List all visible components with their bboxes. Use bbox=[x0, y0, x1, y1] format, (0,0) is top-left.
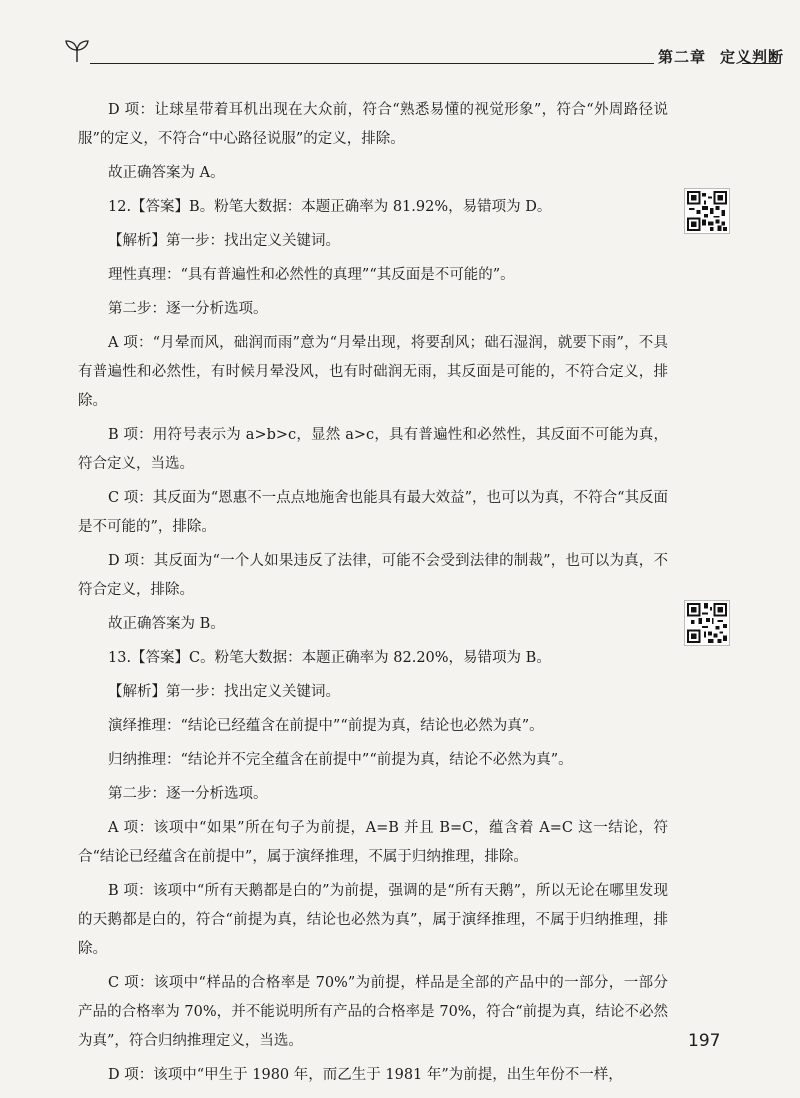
paragraph: D 项：让球星带着耳机出现在大众前，符合“熟悉易懂的视觉形象”，符合“外周路径说服”的定义，不符合“中心路径说服”的定义，排除。 bbox=[78, 102, 668, 147]
answer-heading: 13.【答案】C。粉笔大数据：本题正确率为 82.20%，易错项为 B。 bbox=[108, 650, 551, 666]
answer-heading: 12.【答案】B。粉笔大数据：本题正确率为 81.92%，易错项为 D。 bbox=[108, 199, 552, 215]
section-title: 定义判断 bbox=[720, 48, 785, 66]
sprout-leaf-icon bbox=[64, 38, 90, 64]
paragraph: C 项：其反面为“恩惠不一点点地施舍也能具有最大效益”，也可以为真，不符合“其反面是不可能的”，排除。 bbox=[78, 490, 668, 535]
paragraph: A 项：该项中“如果”所在句子为前提，A=B 并且 B=C，蕴含着 A=C 这一结论，符合“结论已经蕴含在前提中”，属于演绎推理，不属于归纳推理，排除。 bbox=[78, 820, 668, 865]
paragraph: 第二步：逐一分析选项。 bbox=[108, 786, 268, 802]
paragraph: B 项：该项中“所有天鹅都是白的”为前提，强调的是“所有天鹅”，所以无论在哪里发现的天鹅都是白的，符合“前提为真，结论也必然为真”，属于演绎推理，不属于归纳推理，排除。 bbox=[78, 883, 668, 957]
page-body bbox=[78, 96, 668, 1095]
paragraph: 第二步：逐一分析选项。 bbox=[108, 301, 268, 317]
header-rule-left bbox=[90, 63, 654, 64]
paragraph: B 项：用符号表示为 a>b>c，显然 a>c，具有普遍性和必然性，其反面不可能为真，符合定义，当选。 bbox=[78, 427, 668, 472]
paragraph: D 项：其反面为“一个人如果违反了法律，可能不会受到法律的制裁”，也可以为真，不符合定义，排除。 bbox=[78, 553, 668, 598]
paragraph: C 项：该项中“样品的合格率是 70%”为前提，样品是全部的产品中的一部分，一部分产品的合格率为 70%，并不能说明所有产品的合格率是 70%，符合“前提为真，结论不必然为真”，符合归纳推理定义，当选。 bbox=[78, 975, 668, 1049]
header-rule-right bbox=[742, 63, 780, 64]
page-number: 197 bbox=[688, 1031, 721, 1051]
chapter-number: 第二章 bbox=[658, 48, 707, 66]
paragraph: 【解析】第一步：找出定义关键词。 bbox=[108, 684, 340, 700]
qr-code-icon[interactable] bbox=[684, 188, 730, 234]
paragraph: A 项：“月晕而风，础润而雨”意为“月晕出现，将要刮风；础石湿润，就要下雨”，不具有普遍性和必然性，有时候月晕没风，也有时础润无雨，其反面是可能的，不符合定义，排除。 bbox=[78, 335, 668, 409]
paragraph: D 项：该项中“甲生于 1980 年，而乙生于 1981 年”为前提，出生年份不一样， bbox=[108, 1067, 623, 1083]
page-header bbox=[64, 36, 785, 76]
paragraph: 故正确答案为 A。 bbox=[108, 165, 225, 181]
paragraph: 演绎推理：“结论已经蕴含在前提中”“前提为真，结论也必然为真”。 bbox=[108, 718, 544, 734]
paragraph: 理性真理：“具有普遍性和必然性的真理”“其反面是不可能的”。 bbox=[108, 267, 515, 283]
paragraph: 归纳推理：“结论并不完全蕴含在前提中”“前提为真，结论不必然为真”。 bbox=[108, 752, 573, 768]
paragraph: 【解析】第一步：找出定义关键词。 bbox=[108, 233, 340, 249]
paragraph: 故正确答案为 B。 bbox=[108, 616, 225, 632]
qr-code-icon[interactable] bbox=[684, 600, 730, 646]
